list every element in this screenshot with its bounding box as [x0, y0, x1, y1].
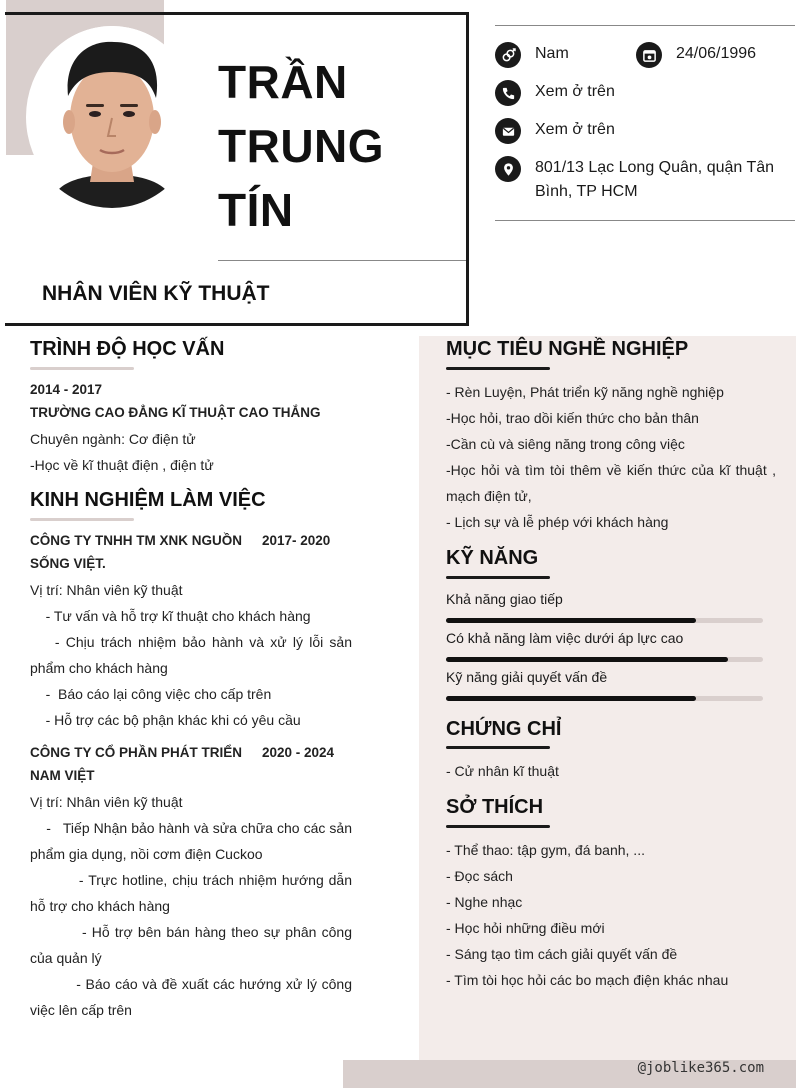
info-birthday	[636, 42, 756, 68]
skill-item	[446, 591, 764, 607]
skill-bar	[446, 618, 763, 623]
certificates-section	[446, 758, 776, 784]
job-entry-2	[30, 741, 356, 1023]
skill-bar-fill	[446, 657, 728, 662]
info-divider-bottom	[495, 220, 795, 221]
hobbies-section	[446, 837, 776, 993]
full-name	[218, 50, 458, 242]
info-divider-top	[495, 25, 795, 26]
education-section	[30, 378, 352, 478]
job-entry-1	[30, 529, 356, 733]
job-company: CÔNG TY TNHH TM XNK NGUỒN SỐNG VIỆT.	[30, 533, 242, 571]
skill-bar	[446, 657, 763, 662]
skill-bar-fill	[446, 696, 696, 701]
hobby-item: - Đọc sách	[446, 868, 513, 884]
info-address	[495, 156, 785, 204]
hobby-item: - Học hỏi những điều mới	[446, 920, 605, 936]
job-title: NHÂN VIÊN KỸ THUẬT	[42, 282, 270, 305]
job-period: 2017- 2020	[262, 533, 331, 548]
hobby-item: - Sáng tạo tìm cách giải quyết vấn đề	[446, 946, 678, 962]
skills-heading: KỸ NĂNG	[446, 547, 539, 569]
job-duty: - Chịu trách nhiệm bảo hành và xử lý lỗi sản phẩm cho khách hàng	[30, 634, 356, 676]
job-position: Vị trí: Nhân viên kỹ thuật	[30, 794, 183, 810]
phone-value: Xem ở trên	[535, 83, 615, 100]
job-duty: - Trực hotline, chịu trách nhiệm hướng dẫn hỗ trợ cho khách hàng	[30, 872, 356, 914]
objective-section	[446, 379, 776, 535]
info-phone	[495, 80, 615, 106]
location-icon	[495, 156, 521, 182]
skill-item	[446, 630, 764, 646]
name-divider	[218, 260, 466, 261]
skill-label: Kỹ năng giải quyết vấn đề	[446, 669, 608, 685]
skill-bar	[446, 696, 763, 701]
objective-item: -Học hỏi, trao dồi kiến thức cho bản thân	[446, 410, 699, 426]
calendar-icon	[636, 42, 662, 68]
job-position: Vị trí: Nhân viên kỹ thuật	[30, 582, 183, 598]
skills-underline	[446, 576, 550, 579]
gender-icon	[495, 42, 521, 68]
gender-value: Nam	[535, 45, 569, 62]
objective-underline	[446, 367, 550, 370]
skill-label: Khả năng giao tiếp	[446, 591, 563, 607]
email-value: Xem ở trên	[535, 121, 615, 138]
hobbies-heading: SỞ THÍCH	[446, 796, 544, 818]
name-line-1: TRẦN	[218, 56, 348, 108]
education-underline	[30, 367, 134, 370]
phone-icon	[495, 80, 521, 106]
hobbies-underline	[446, 825, 550, 828]
avatar-portrait	[42, 26, 182, 208]
job-duty: - Báo cáo và đề xuất các hướng xử lý công việc lên cấp trên	[30, 976, 356, 1018]
job-duty: - Báo cáo lại công việc cho cấp trên	[30, 686, 272, 702]
job-company: CÔNG TY CỔ PHẦN PHÁT TRIỂN NAM VIỆT	[30, 745, 243, 783]
education-period: 2014 - 2017	[30, 382, 103, 397]
education-note: -Học về kĩ thuật điện , điện tử	[30, 457, 214, 473]
education-major: Chuyên ngành: Cơ điện tử	[30, 431, 196, 447]
experience-underline	[30, 518, 134, 521]
hobby-item: - Thể thao: tập gym, đá banh, ...	[446, 842, 645, 858]
address-value: 801/13 Lạc Long Quân, quận Tân Bình, TP HCM	[535, 159, 775, 200]
objective-item: -Cần cù và siêng năng trong công việc	[446, 436, 685, 452]
certificate-item: - Cử nhân kĩ thuật	[446, 763, 559, 779]
name-line-3: TÍN	[218, 184, 294, 236]
certificates-underline	[446, 746, 550, 749]
education-school: TRƯỜNG CAO ĐẲNG KĨ THUẬT CAO THẮNG	[30, 405, 321, 420]
education-heading: TRÌNH ĐỘ HỌC VẤN	[30, 338, 225, 360]
job-period: 2020 - 2024	[262, 745, 335, 760]
objective-item: - Rèn Luyện, Phát triển kỹ năng nghề nghiệp	[446, 384, 724, 400]
avatar	[26, 26, 198, 208]
job-duty: - Tiếp Nhận bảo hành và sửa chữa cho các sản phẩm gia dụng, nồi cơm điện Cuckoo	[30, 820, 356, 862]
name-line-2: TRUNG	[218, 120, 385, 172]
hobby-item: - Tìm tòi học hỏi các bo mạch điện khác nhau	[446, 972, 729, 988]
watermark: @joblike365.com	[637, 1060, 764, 1076]
birthday-value: 24/06/1996	[676, 45, 757, 62]
skill-item	[446, 669, 764, 685]
job-header	[30, 529, 352, 575]
job-duty: - Tư vấn và hỗ trợ kĩ thuật cho khách hàng	[30, 608, 311, 624]
skill-bar-fill	[446, 618, 696, 623]
email-icon	[495, 118, 521, 144]
job-header	[30, 741, 352, 787]
certificates-heading: CHỨNG CHỈ	[446, 718, 562, 740]
skill-label: Có khả năng làm việc dưới áp lực cao	[446, 630, 684, 646]
info-gender	[495, 42, 569, 68]
hobby-item: - Nghe nhạc	[446, 894, 523, 910]
info-email	[495, 118, 615, 144]
objective-heading: MỤC TIÊU NGHỀ NGHIỆP	[446, 338, 689, 360]
job-duty: - Hỗ trợ các bộ phận khác khi có yêu cầu	[30, 712, 301, 728]
objective-item: - Lịch sự và lễ phép với khách hàng	[446, 514, 669, 530]
job-duty: - Hỗ trợ bên bán hàng theo sự phân công của quản lý	[30, 924, 356, 966]
objective-item: -Học hỏi và tìm tòi thêm về kiến thức của kĩ thuật , mạch điện tử,	[446, 462, 776, 504]
experience-heading: KINH NGHIỆM LÀM VIỆC	[30, 489, 266, 511]
